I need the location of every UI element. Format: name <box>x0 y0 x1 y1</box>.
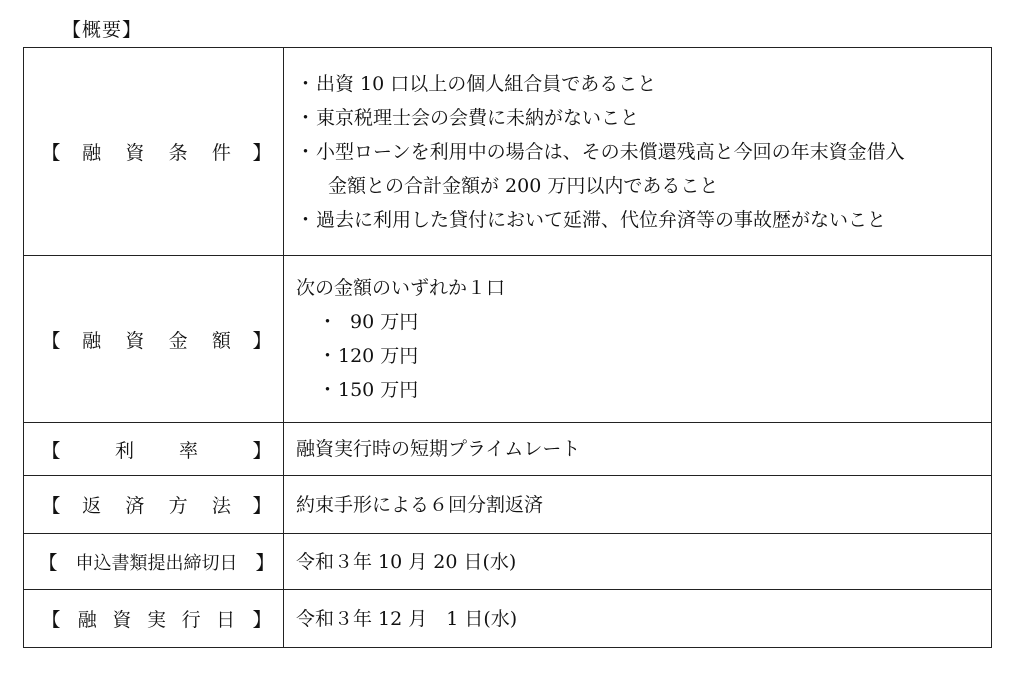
row-label <box>64 326 249 353</box>
row-label-cell <box>24 476 284 534</box>
row-label-char: 資 <box>112 609 132 631</box>
list-item: ・ 出資 10 口以上の個人組合員であること <box>296 72 657 95</box>
row-label-char: 融 <box>82 329 102 352</box>
row-label-char: 方 <box>168 495 188 517</box>
row-label-char: 日 <box>216 609 236 631</box>
row-label-char: 返 <box>82 495 102 517</box>
list-item: ・ 東京税理士会の会費に未納がないこと <box>296 106 640 129</box>
list-item-continuation: 金額との合計金額が 200 万円以内であること <box>328 174 719 197</box>
table-row <box>24 534 992 590</box>
bracket-open: 【 <box>38 552 58 574</box>
bracket-open: 【 <box>41 439 61 462</box>
list-item: ・ 過去に利用した貸付において延滞、代位弁済等の事故歴がないこと <box>296 208 887 231</box>
summary-table <box>23 47 992 648</box>
row-value-cell: 約束手形による６回分割返済 <box>284 476 992 534</box>
row-label-cell <box>24 590 284 648</box>
list-item: ・ 150 万円 <box>318 379 419 401</box>
row-label-char: 資 <box>125 142 145 164</box>
bracket-close: 】 <box>255 552 275 574</box>
row-value-cell: 令和３年 12 月 1 日(水) <box>284 590 992 648</box>
row-label-char: 条 <box>168 142 188 164</box>
row-label-char: 資 <box>125 329 145 352</box>
bracket-open: 【 <box>41 495 61 517</box>
row-label-char: 融 <box>82 142 102 164</box>
list-item: ・ 120 万円 <box>318 345 419 367</box>
row-label-cell <box>24 48 284 256</box>
bracket-open: 【 <box>41 142 61 164</box>
row-label <box>64 491 249 518</box>
row-label-cell <box>24 534 284 590</box>
row-label <box>64 605 249 632</box>
amount-intro: 次の金額のいずれか１口 <box>296 277 506 299</box>
table-row <box>24 423 992 476</box>
table-row <box>24 48 992 256</box>
row-value-cell <box>284 48 992 256</box>
row-label-cell <box>24 256 284 423</box>
bracket-close: 】 <box>252 609 272 631</box>
row-label-char: 利 <box>114 439 134 462</box>
list-item: ・ 90 万円 <box>318 311 419 333</box>
row-value-cell <box>284 256 992 423</box>
bracket-close: 】 <box>252 329 272 352</box>
row-label-char: 融 <box>77 609 97 631</box>
table-row <box>24 590 992 648</box>
row-label-char: 済 <box>125 495 145 517</box>
row-label-cell <box>24 423 284 476</box>
row-label-char: 金 <box>168 329 188 352</box>
row-label <box>64 436 249 463</box>
list-item: ・ 小型ローンを利用中の場合は、その未償還残高と今回の年末資金借入 <box>296 140 905 163</box>
table-row <box>24 476 992 534</box>
row-label-char: 行 <box>181 609 201 631</box>
bracket-close: 】 <box>252 142 272 164</box>
row-label-char: 率 <box>178 439 198 462</box>
row-label-char: 法 <box>211 495 231 517</box>
row-label-char: 額 <box>211 329 231 352</box>
row-label <box>64 138 249 165</box>
bracket-open: 【 <box>41 609 61 631</box>
bracket-close: 】 <box>252 439 272 462</box>
row-label-char: 実 <box>146 609 166 631</box>
section-heading: 【概要】 <box>62 19 143 41</box>
row-label: 申込書類提出締切日 <box>75 552 238 574</box>
row-value-cell: 令和３年 10 月 20 日(水) <box>284 534 992 590</box>
row-label-char: 件 <box>211 142 231 164</box>
row-value-cell: 融資実行時の短期プライムレート <box>284 423 992 476</box>
bracket-close: 】 <box>252 495 272 517</box>
table-row <box>24 256 992 423</box>
bracket-open: 【 <box>41 329 61 352</box>
